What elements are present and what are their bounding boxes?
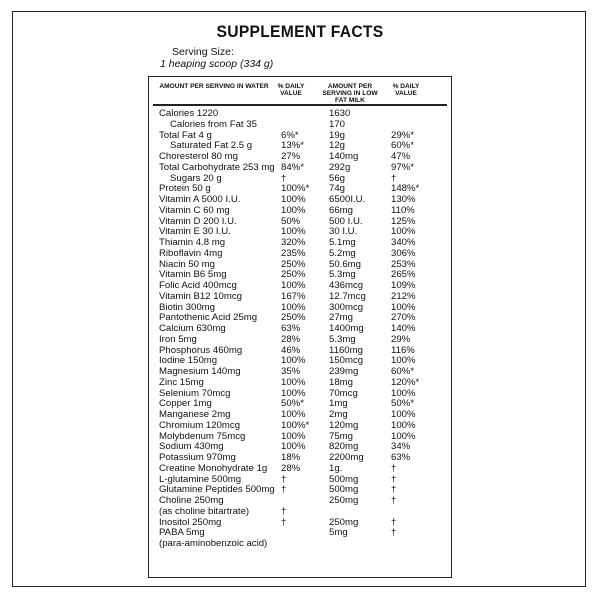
page-title: SUPPLEMENT FACTS: [216, 22, 384, 41]
amount-milk: 150mcg: [329, 355, 364, 367]
table-row: [0, 539, 600, 550]
dv-milk: 100%: [391, 387, 416, 399]
nutrient-name: Sodium 430mg: [159, 441, 224, 453]
dv-water: 6%*: [281, 129, 299, 141]
dv-milk: †: [391, 473, 397, 485]
nutrient-name: Niacin 50 mg: [159, 258, 215, 270]
dv-water: 100%: [281, 376, 306, 388]
table-row: [0, 249, 600, 260]
amount-milk: 50.6mg: [329, 258, 361, 270]
amount-milk: 500mg: [329, 473, 359, 485]
amount-milk: 30 I.U.: [329, 226, 358, 238]
amount-milk: 170: [329, 118, 346, 130]
dv-milk: 125%: [391, 215, 416, 227]
dv-water: 100%: [281, 301, 306, 313]
dv-water: 18%: [281, 452, 301, 463]
dv-milk: 265%: [391, 269, 416, 281]
dv-milk: 109%: [391, 280, 416, 291]
dv-milk: †: [391, 484, 397, 496]
dv-milk: 60%*: [391, 366, 414, 377]
table-row: [0, 421, 600, 432]
dv-water: 100%: [281, 409, 306, 420]
dv-milk: 116%: [391, 344, 415, 356]
table-row: [0, 496, 600, 507]
nutrient-name: Choresterol 80 mg: [159, 151, 238, 162]
dv-milk: 340%: [391, 237, 416, 248]
dv-water: 100%: [281, 204, 306, 216]
dv-milk: †: [391, 527, 397, 539]
nutrient-name: Vitamin A 5000 I.U.: [159, 194, 241, 205]
amount-milk: 75mg: [329, 430, 353, 442]
nutrient-name: Molybdenum 75mcg: [159, 430, 246, 442]
dv-milk: 100%: [391, 226, 416, 238]
dv-water: †: [281, 516, 287, 528]
dv-milk: 100%: [391, 301, 416, 313]
table-row: [0, 141, 600, 152]
dv-water: 35%: [281, 366, 301, 377]
table-row: [0, 206, 600, 217]
nutrient-name: Thiamin 4.8 mg: [159, 237, 226, 248]
dv-milk: 29%*: [391, 129, 414, 141]
amount-milk: 300mcg: [329, 301, 364, 313]
table-row: [0, 475, 600, 486]
amount-milk: 27mg: [329, 312, 353, 324]
dv-water: 50%*: [281, 398, 304, 410]
nutrient-name: Protein 50 g: [159, 183, 211, 195]
header-rule: [153, 104, 447, 106]
amount-milk: 500mg: [329, 484, 359, 496]
nutrient-name: Zinc 15mg: [159, 376, 204, 388]
amount-milk: 250mg: [329, 495, 359, 506]
nutrient-name: Sugars 20 g: [170, 172, 222, 184]
amount-milk: 12.7mcg: [329, 290, 366, 302]
table-row: [0, 378, 600, 389]
dv-water: 50%: [281, 215, 301, 227]
table-row: [0, 335, 600, 346]
amount-milk: 1g.: [329, 462, 343, 474]
dv-milk: †: [391, 516, 397, 528]
dv-milk: 140%: [391, 323, 416, 334]
dv-milk: 50%*: [391, 398, 414, 410]
dv-water: 100%: [281, 280, 306, 291]
amount-milk: 436mcg: [329, 280, 364, 291]
dv-water: †: [281, 172, 287, 184]
amount-milk: 5mg: [329, 527, 348, 539]
dv-water: 250%: [281, 269, 306, 281]
amount-milk: 1160mg: [329, 344, 363, 356]
amount-milk: 18mg: [329, 376, 353, 388]
dv-milk: 110%: [391, 204, 415, 216]
dv-milk: 120%*: [391, 376, 420, 388]
dv-milk: 100%: [391, 430, 416, 442]
nutrient-name: Folic Acid 400mcg: [159, 280, 237, 291]
table-row: [0, 356, 600, 367]
serving-size-value: 1 heaping scoop (334 g): [160, 58, 274, 70]
dv-milk: 34%: [391, 441, 411, 453]
dv-water: 100%: [281, 387, 306, 399]
dv-milk: †: [391, 495, 397, 506]
dv-water: 28%: [281, 462, 301, 474]
dv-milk: †: [391, 172, 397, 184]
dv-water: 250%: [281, 312, 306, 324]
dv-water: 100%*: [281, 183, 310, 195]
amount-milk: 820mg: [329, 441, 359, 453]
dv-milk: 212%: [391, 290, 416, 302]
nutrient-name: Choline 250mg: [159, 495, 224, 506]
header-dv-water: % DAILY VALUE: [277, 83, 305, 98]
dv-milk: 130%: [391, 194, 416, 205]
nutrient-name: Chromium 120mcg: [159, 419, 241, 431]
dv-water: 27%: [281, 151, 301, 162]
dv-water: 100%: [281, 226, 306, 238]
serving-size-label: Serving Size:: [172, 46, 234, 58]
amount-milk: 250mg: [329, 516, 359, 528]
nutrient-name: Copper 1mg: [159, 398, 212, 410]
amount-milk: 66mg: [329, 204, 353, 216]
nutrient-name: PABA 5mg: [159, 527, 205, 539]
amount-milk: 19g: [329, 129, 346, 141]
dv-milk: 100%: [391, 409, 416, 420]
table-row: [0, 507, 600, 518]
table-row: [0, 292, 600, 303]
amount-milk: 2mg: [329, 409, 348, 420]
nutrient-name: Vitamin B12 10mcg: [159, 290, 243, 302]
nutrient-name: Phosphorus 460mg: [159, 344, 243, 356]
dv-water: 167%: [281, 290, 306, 302]
table-row: [0, 163, 600, 174]
amount-milk: 1630: [329, 108, 351, 119]
table-row: [0, 464, 600, 475]
facts-rows: [0, 109, 600, 550]
nutrient-name: Vitamin E 30 I.U.: [159, 226, 231, 238]
dv-water: 100%: [281, 355, 306, 367]
dv-water: †: [281, 473, 287, 485]
dv-water: 250%: [281, 258, 306, 270]
amount-milk: 1400mg: [329, 323, 364, 334]
dv-water: 13%*: [281, 140, 304, 152]
table-row: [0, 324, 600, 335]
nutrient-name: Vitamin B6 5mg: [159, 269, 227, 281]
dv-milk: 60%*: [391, 140, 414, 152]
nutrient-name: L-glutamine 500mg: [159, 473, 242, 485]
dv-water: 84%*: [281, 161, 304, 173]
nutrient-name: (para-aminobenzoic acid): [159, 538, 268, 549]
nutrient-name: Iron 5mg: [159, 333, 197, 345]
dv-milk: 306%: [391, 247, 416, 259]
amount-milk: 5.3mg: [329, 269, 356, 281]
nutrient-name: Glutamine Peptides 500mg: [159, 484, 275, 496]
amount-milk: 2200mg: [329, 452, 364, 463]
nutrient-name: Iodine 150mg: [159, 355, 218, 367]
dv-milk: †: [391, 462, 397, 474]
nutrient-name: Manganese 2mg: [159, 409, 231, 420]
amount-milk: 140mg: [329, 151, 359, 162]
nutrient-name: Biotin 300mg: [159, 301, 215, 313]
amount-milk: 120mg: [329, 419, 359, 431]
header-amount-water: AMOUNT PER SERVING IN WATER: [159, 83, 269, 90]
table-row: [0, 528, 600, 539]
table-row: [0, 453, 600, 464]
dv-water: 320%: [281, 237, 306, 248]
amount-milk: 12g: [329, 140, 346, 152]
dv-milk: 97%*: [391, 161, 414, 173]
dv-water: 100%: [281, 194, 306, 205]
dv-water: †: [281, 484, 287, 496]
dv-water: 46%: [281, 344, 301, 356]
table-row: [0, 120, 600, 131]
nutrient-name: Potassium 970mg: [159, 452, 236, 463]
dv-water: 235%: [281, 247, 306, 259]
dv-water: 63%: [281, 323, 301, 334]
amount-milk: 5.3mg: [329, 333, 356, 345]
amount-milk: 56g: [329, 172, 346, 184]
amount-milk: 5.1mg: [329, 237, 356, 248]
nutrient-name: Magnesium 140mg: [159, 366, 241, 377]
dv-milk: 63%: [391, 452, 411, 463]
dv-milk: 100%: [391, 355, 416, 367]
header-amount-milk: AMOUNT PER SERVING IN LOW FAT MILK: [322, 83, 378, 105]
table-row: [0, 313, 600, 324]
dv-milk: 29%: [391, 333, 411, 345]
header-dv-milk: % DAILY VALUE: [392, 83, 420, 98]
dv-milk: 100%: [391, 419, 416, 431]
nutrient-name: Total Carbohydrate 253 mg: [159, 161, 275, 173]
dv-milk: 148%*: [391, 183, 420, 195]
nutrient-name: (as choline bitartrate): [159, 505, 250, 517]
amount-milk: 292g: [329, 161, 351, 173]
nutrient-name: Saturated Fat 2.5 g: [170, 140, 253, 152]
table-row: [0, 109, 600, 120]
amount-milk: 5.2mg: [329, 247, 356, 259]
dv-milk: 253%: [391, 258, 416, 270]
nutrient-name: Pantothenic Acid 25mg: [159, 312, 258, 324]
nutrient-name: Riboflavin 4mg: [159, 247, 223, 259]
nutrient-name: Creatine Monohydrate 1g: [159, 462, 268, 474]
table-row: [0, 485, 600, 496]
amount-milk: 239mg: [329, 366, 359, 377]
amount-milk: 1mg: [329, 398, 348, 410]
dv-water: †: [281, 505, 287, 517]
nutrient-name: Selenium 70mcg: [159, 387, 231, 399]
amount-milk: 500 I.U.: [329, 215, 363, 227]
dv-water: 100%*: [281, 419, 310, 431]
nutrient-name: Inositol 250mg: [159, 516, 222, 528]
dv-water: 100%: [281, 430, 306, 442]
nutrient-name: Calcium 630mg: [159, 323, 226, 334]
nutrient-name: Total Fat 4 g: [159, 129, 212, 141]
amount-milk: 74g: [329, 183, 346, 195]
table-row: [0, 442, 600, 453]
amount-milk: 70mcg: [329, 387, 358, 399]
dv-water: 100%: [281, 441, 306, 453]
nutrient-name: Calories 1220: [159, 108, 219, 119]
dv-water: 28%: [281, 333, 301, 345]
nutrient-name: Vitamin C 60 mg: [159, 204, 230, 216]
nutrient-name: Calories from Fat 35: [170, 118, 257, 130]
dv-milk: 270%: [391, 312, 416, 324]
nutrient-name: Vitamin D 200 I.U.: [159, 215, 237, 227]
dv-milk: 47%: [391, 151, 411, 162]
amount-milk: 6500I.U.: [329, 194, 366, 205]
table-row: [0, 518, 600, 529]
